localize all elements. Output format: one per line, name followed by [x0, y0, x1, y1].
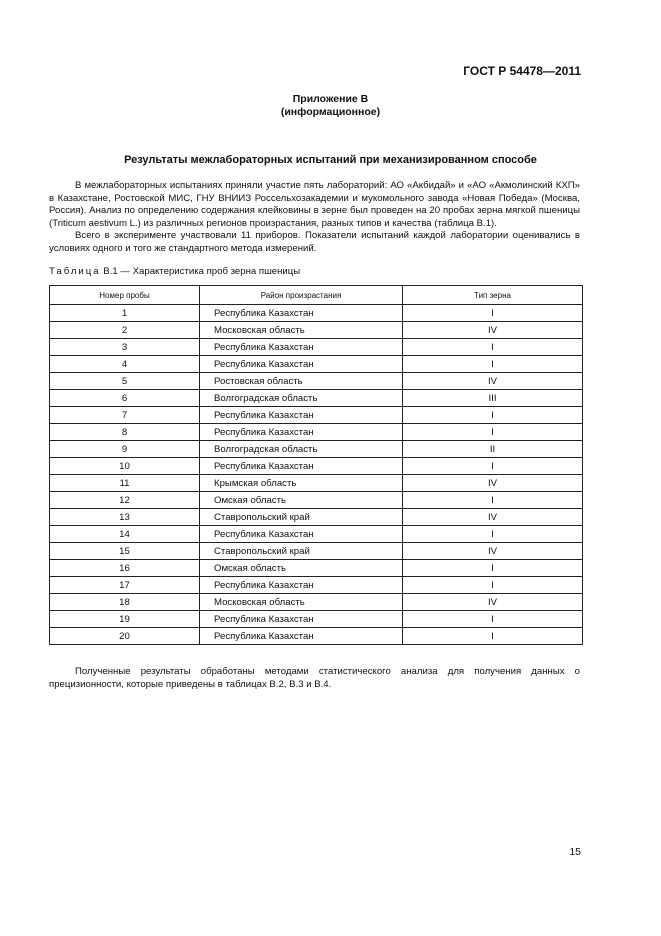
cell-grain-type: IV	[403, 373, 583, 390]
paragraph-devices: Всего в эксперименте участвовали 11 приборов. Показатели испытаний каждой лаборатории оценивались в условиях одного и того же стандартного метода измерений.	[49, 230, 580, 254]
table-row	[50, 526, 583, 543]
cell-region: Республика Казахстан	[200, 611, 403, 628]
cell-sample-number: 17	[50, 577, 200, 594]
table-row	[50, 339, 583, 356]
table-body	[50, 305, 583, 645]
cell-grain-type: IV	[403, 509, 583, 526]
cell-sample-number: 7	[50, 407, 200, 424]
annex-title: Приложение В	[292, 93, 369, 105]
cell-grain-type: IV	[403, 475, 583, 492]
table-caption-text: В.1 — Характеристика проб зерна пшеницы	[103, 266, 301, 277]
table-row	[50, 424, 583, 441]
cell-sample-number: 5	[50, 373, 200, 390]
section-title: Результаты межлабораторных испытаний при механизированном способе	[124, 154, 537, 166]
cell-grain-type: I	[403, 560, 583, 577]
cell-grain-type: I	[403, 424, 583, 441]
table-row	[50, 577, 583, 594]
cell-region: Республика Казахстан	[200, 305, 403, 322]
cell-sample-number: 15	[50, 543, 200, 560]
cell-sample-number: 12	[50, 492, 200, 509]
cell-sample-number: 16	[50, 560, 200, 577]
table-row	[50, 492, 583, 509]
cell-grain-type: I	[403, 305, 583, 322]
cell-region: Республика Казахстан	[200, 458, 403, 475]
cell-sample-number: 1	[50, 305, 200, 322]
table-row	[50, 390, 583, 407]
header-region: Район произрастания	[200, 286, 403, 305]
samples-table	[49, 285, 583, 645]
cell-region: Республика Казахстан	[200, 356, 403, 373]
table-row	[50, 594, 583, 611]
table-row	[50, 441, 583, 458]
cell-grain-type: I	[403, 628, 583, 645]
cell-grain-type: I	[403, 407, 583, 424]
cell-region: Республика Казахстан	[200, 577, 403, 594]
table-row	[50, 543, 583, 560]
table-row	[50, 560, 583, 577]
cell-grain-type: IV	[403, 543, 583, 560]
cell-region: Ставропольский край	[200, 543, 403, 560]
cell-region: Республика Казахстан	[200, 526, 403, 543]
table-row	[50, 373, 583, 390]
document-standard-header: ГОСТ Р 54478—2011	[463, 64, 581, 78]
table-row	[50, 407, 583, 424]
cell-grain-type: I	[403, 492, 583, 509]
cell-grain-type: IV	[403, 322, 583, 339]
cell-sample-number: 18	[50, 594, 200, 611]
cell-sample-number: 2	[50, 322, 200, 339]
table-caption-label: Таблица	[49, 266, 101, 277]
paragraph-intro: В межлабораторных испытаниях приняли участие пять лабораторий: АО «Акбидай» и «АО «Акмолинский КХП» в Казахстане, Ростовской МИС, ГНУ ВНИИЗ Россельхозакадемии и мукомольного завода «Новая Победа» (Москва, Россия). Анализ по определению содержания клейковины в зерне был проведен на 20 пробах зерна мягкой пшеницы (Triticum aestivum L.) из различных регионов произрастания, разных типов и качества (таблица В.1).	[49, 180, 580, 229]
table-row	[50, 305, 583, 322]
table-row	[50, 475, 583, 492]
paragraph-closing: Полученные результаты обработаны методами статистического анализа для получения данных о прецизионности, которые приведены в таблицах В.2, В.3 и В.4.	[49, 666, 580, 690]
cell-sample-number: 6	[50, 390, 200, 407]
cell-region: Крымская область	[200, 475, 403, 492]
annex-heading	[0, 93, 661, 119]
table-row	[50, 322, 583, 339]
cell-region: Республика Казахстан	[200, 628, 403, 645]
cell-region: Волгоградская область	[200, 441, 403, 458]
table-row	[50, 509, 583, 526]
cell-grain-type: I	[403, 526, 583, 543]
cell-region: Московская область	[200, 322, 403, 339]
cell-grain-type: I	[403, 339, 583, 356]
header-grain-type: Тип зерна	[403, 286, 583, 305]
cell-grain-type: I	[403, 458, 583, 475]
page-number: 15	[569, 846, 581, 858]
cell-grain-type: II	[403, 441, 583, 458]
cell-region: Ставропольский край	[200, 509, 403, 526]
cell-region: Республика Казахстан	[200, 407, 403, 424]
header-sample-number: Номер пробы	[50, 286, 200, 305]
table-row	[50, 611, 583, 628]
cell-sample-number: 13	[50, 509, 200, 526]
cell-sample-number: 19	[50, 611, 200, 628]
cell-grain-type: I	[403, 577, 583, 594]
cell-region: Волгоградская область	[200, 390, 403, 407]
cell-sample-number: 10	[50, 458, 200, 475]
table-row	[50, 628, 583, 645]
cell-grain-type: III	[403, 390, 583, 407]
table-row	[50, 458, 583, 475]
cell-grain-type: I	[403, 611, 583, 628]
table-row	[50, 356, 583, 373]
table-header-row	[50, 286, 583, 305]
annex-subtitle: (информационное)	[280, 106, 381, 118]
cell-grain-type: I	[403, 356, 583, 373]
table-caption	[49, 266, 300, 277]
cell-sample-number: 9	[50, 441, 200, 458]
cell-sample-number: 3	[50, 339, 200, 356]
cell-sample-number: 11	[50, 475, 200, 492]
cell-grain-type: IV	[403, 594, 583, 611]
cell-region: Республика Казахстан	[200, 339, 403, 356]
cell-region: Ростовская область	[200, 373, 403, 390]
cell-sample-number: 14	[50, 526, 200, 543]
cell-sample-number: 20	[50, 628, 200, 645]
cell-region: Московская область	[200, 594, 403, 611]
cell-region: Омская область	[200, 560, 403, 577]
cell-region: Республика Казахстан	[200, 424, 403, 441]
cell-region: Омская область	[200, 492, 403, 509]
cell-sample-number: 8	[50, 424, 200, 441]
cell-sample-number: 4	[50, 356, 200, 373]
